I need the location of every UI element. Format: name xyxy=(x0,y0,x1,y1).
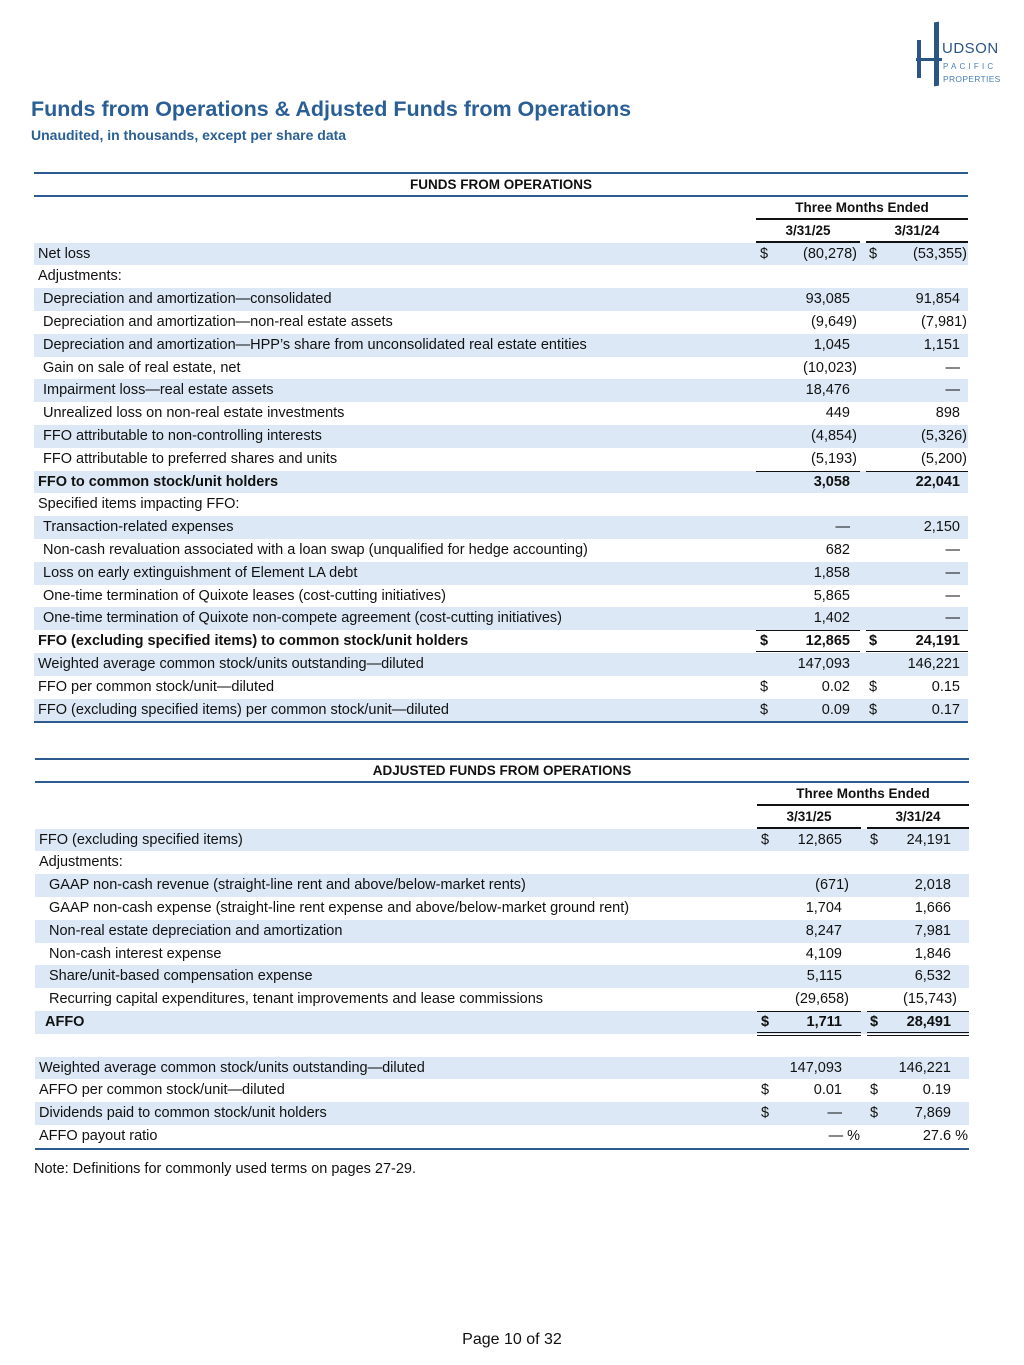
table-row xyxy=(34,288,968,311)
row-label: One-time termination of Quixote leases (cost-cutting initiatives) xyxy=(43,587,446,604)
currency-symbol: $ xyxy=(760,633,769,650)
table-row xyxy=(34,493,968,516)
row-label: Adjustments: xyxy=(39,854,123,871)
currency-symbol: $ xyxy=(761,831,770,848)
row-label: AFFO payout ratio xyxy=(39,1127,158,1144)
table-row-total xyxy=(34,630,968,653)
value-2024: — xyxy=(945,382,960,399)
value-2025: 0.01 xyxy=(813,1082,842,1099)
table-row xyxy=(34,334,968,357)
table-row-subtotal xyxy=(34,471,968,494)
value-2024: 24,191 xyxy=(915,633,960,650)
value-2025: 1,402 xyxy=(813,610,850,627)
row-label: Impairment loss—real estate assets xyxy=(43,382,274,399)
page-title: Funds from Operations & Adjusted Funds from Operations xyxy=(31,97,632,121)
value-2024: 7,981 xyxy=(914,922,951,939)
page-number: Page 10 of 32 xyxy=(462,1331,562,1348)
table-row-total xyxy=(35,1011,969,1034)
value-2024: (5,326) xyxy=(921,427,967,444)
value-2025: 93,085 xyxy=(805,291,850,308)
currency-symbol: $ xyxy=(870,831,879,848)
table-row xyxy=(35,874,969,897)
currency-symbol: $ xyxy=(869,701,878,718)
value-2024: 146,221 xyxy=(907,655,960,672)
value-2024: 0.19 xyxy=(922,1082,951,1099)
row-label: Adjustments: xyxy=(38,268,122,285)
value-2024: 0.15 xyxy=(931,678,960,695)
value-2024: — xyxy=(945,541,960,558)
affo-section-title: ADJUSTED FUNDS FROM OPERATIONS xyxy=(35,758,969,783)
value-2024: 2,150 xyxy=(923,519,960,536)
row-label: FFO (excluding specified items) per common stock/unit—diluted xyxy=(38,701,449,718)
table-row xyxy=(34,699,968,724)
value-2025: 5,115 xyxy=(806,968,842,985)
value-2025: 12,865 xyxy=(805,633,850,650)
logo-text-properties: PROPERTIES xyxy=(943,74,1001,84)
currency-symbol: $ xyxy=(760,701,769,718)
value-2024: 898 xyxy=(935,405,960,422)
table-row xyxy=(35,829,969,852)
table-row xyxy=(35,943,969,966)
value-2025: (5,193) xyxy=(811,450,857,467)
value-2025: 12,865 xyxy=(797,831,842,848)
value-2025: (9,649) xyxy=(811,313,857,330)
currency-symbol: $ xyxy=(761,1082,770,1099)
value-2025: — xyxy=(835,519,850,536)
value-2024: (15,743) xyxy=(902,991,957,1008)
row-label: Depreciation and amortization—non-real estate assets xyxy=(43,313,393,330)
value-2025: 0.09 xyxy=(821,701,850,718)
value-2025: 4,109 xyxy=(805,945,842,962)
value-2025: 1,858 xyxy=(813,564,850,581)
value-2024: — xyxy=(945,610,960,627)
row-label: Net loss xyxy=(38,245,91,262)
table-row xyxy=(34,379,968,402)
currency-symbol: $ xyxy=(761,1013,770,1030)
value-2025: 449 xyxy=(825,405,850,422)
value-2025: 147,093 xyxy=(789,1059,842,1076)
value-2024: 146,221 xyxy=(898,1059,951,1076)
value-2025: (671) xyxy=(815,877,849,894)
logo-text-pacific: PACIFIC xyxy=(943,62,997,71)
value-2024: (7,981) xyxy=(921,313,967,330)
ffo-col1-header: 3/31/25 xyxy=(756,220,860,243)
value-2024: 22,041 xyxy=(915,473,960,490)
row-label: Specified items impacting FFO: xyxy=(38,496,240,513)
row-label: Non-cash revaluation associated with a loan swap (unqualified for hedge accounting) xyxy=(43,541,588,558)
value-2025: 1,045 xyxy=(813,336,850,353)
row-label: FFO per common stock/unit—diluted xyxy=(38,678,275,695)
row-label: FFO (excluding specified items) to common stock/unit holders xyxy=(38,633,469,650)
ffo-period-header-row xyxy=(34,197,968,220)
table-row xyxy=(34,265,968,288)
currency-symbol: $ xyxy=(869,245,878,262)
table-row xyxy=(35,965,969,988)
table-row xyxy=(35,920,969,943)
row-label: FFO attributable to preferred shares and units xyxy=(43,450,338,467)
row-label: Transaction-related expenses xyxy=(43,519,234,536)
value-2025: 682 xyxy=(825,541,850,558)
value-2024: 1,666 xyxy=(914,899,951,916)
currency-symbol: $ xyxy=(870,1013,879,1030)
affo-period-header: Three Months Ended xyxy=(757,783,969,806)
table-row xyxy=(34,562,968,585)
logo-h-crossbar xyxy=(916,58,942,61)
table-row xyxy=(34,607,968,630)
table-row xyxy=(34,539,968,562)
table-row xyxy=(34,357,968,380)
value-2025: (29,658) xyxy=(794,991,849,1008)
table-row xyxy=(34,311,968,334)
table-row xyxy=(34,243,968,266)
row-label: AFFO per common stock/unit—diluted xyxy=(39,1082,285,1099)
table-row xyxy=(35,1057,969,1080)
logo-h-mark xyxy=(934,22,939,87)
row-label: Depreciation and amortization—HPP’s share from unconsolidated real estate entities xyxy=(43,336,587,353)
table-row xyxy=(35,1079,969,1102)
currency-symbol: $ xyxy=(869,678,878,695)
value-2024: 24,191 xyxy=(906,831,951,848)
ffo-date-header-row xyxy=(34,220,968,243)
table-row xyxy=(35,1125,969,1150)
table-row xyxy=(34,653,968,676)
value-2025: 18,476 xyxy=(805,382,850,399)
row-label: Non-cash interest expense xyxy=(49,945,222,962)
ffo-section-title: FUNDS FROM OPERATIONS xyxy=(34,172,968,197)
value-2024: 91,854 xyxy=(915,291,960,308)
currency-symbol: $ xyxy=(870,1105,879,1122)
affo-date-header-row xyxy=(35,806,969,829)
affo-table xyxy=(35,756,969,1150)
affo-col1-header: 3/31/25 xyxy=(757,806,861,829)
currency-symbol: $ xyxy=(760,678,769,695)
row-label: FFO to common stock/unit holders xyxy=(38,473,279,490)
table-row xyxy=(35,851,969,874)
row-label: Gain on sale of real estate, net xyxy=(43,359,241,376)
value-2025: — xyxy=(827,1105,842,1122)
row-label: FFO (excluding specified items) xyxy=(39,831,243,848)
row-label: FFO attributable to non-controlling interests xyxy=(43,427,322,444)
value-2024: 27.6 % xyxy=(922,1127,968,1144)
company-logo xyxy=(914,20,1004,88)
table-row xyxy=(34,516,968,539)
row-label: Unrealized loss on non-real estate investments xyxy=(43,405,345,422)
row-label: GAAP non-cash revenue (straight-line rent and above/below-market rents) xyxy=(49,877,526,894)
row-label: GAAP non-cash expense (straight-line rent expense and above/below-market ground rent) xyxy=(49,899,630,916)
value-2025: 0.02 xyxy=(821,678,850,695)
row-label: Weighted average common stock/units outstanding—diluted xyxy=(38,655,424,672)
value-2025: (4,854) xyxy=(811,427,857,444)
row-label: Recurring capital expenditures, tenant improvements and lease commissions xyxy=(49,991,544,1008)
page-subtitle: Unaudited, in thousands, except per share data xyxy=(31,127,347,143)
row-label: Weighted average common stock/units outstanding—diluted xyxy=(39,1059,425,1076)
currency-symbol: $ xyxy=(870,1082,879,1099)
table-row xyxy=(34,402,968,425)
row-label: Dividends paid to common stock/unit holders xyxy=(39,1105,327,1122)
value-2025: (10,023) xyxy=(802,359,857,376)
ffo-col2-header: 3/31/24 xyxy=(866,220,968,243)
row-label: One-time termination of Quixote non-compete agreement (cost-cutting initiatives) xyxy=(43,610,563,627)
value-2025: — % xyxy=(828,1127,860,1144)
value-2025: (80,278) xyxy=(802,245,857,262)
value-2025: 5,865 xyxy=(813,587,850,604)
spacer-row xyxy=(35,1034,969,1057)
value-2024: 6,532 xyxy=(914,968,951,985)
value-2024: 7,869 xyxy=(914,1105,951,1122)
row-label: AFFO xyxy=(45,1013,85,1030)
footnote: Note: Definitions for commonly used terms on pages 27-29. xyxy=(34,1161,417,1177)
value-2025: 1,704 xyxy=(805,899,842,916)
value-2024: 28,491 xyxy=(906,1013,951,1030)
value-2024: (5,200) xyxy=(921,450,967,467)
table-row xyxy=(35,1102,969,1125)
affo-period-header-row xyxy=(35,783,969,806)
table-row xyxy=(34,425,968,448)
table-row xyxy=(34,448,968,471)
table-row xyxy=(34,585,968,608)
row-label: Non-real estate depreciation and amortization xyxy=(49,922,343,939)
table-row xyxy=(35,988,969,1011)
value-2024: 0.17 xyxy=(931,701,960,718)
currency-symbol: $ xyxy=(869,633,878,650)
value-2024: — xyxy=(945,564,960,581)
value-2025: 147,093 xyxy=(797,655,850,672)
currency-symbol: $ xyxy=(760,245,769,262)
value-2024: — xyxy=(945,359,960,376)
ffo-table xyxy=(34,170,968,723)
affo-col2-header: 3/31/24 xyxy=(867,806,969,829)
row-label: Loss on early extinguishment of Element LA debt xyxy=(43,564,358,581)
value-2025: 1,711 xyxy=(806,1013,842,1030)
row-label: Depreciation and amortization—consolidated xyxy=(43,291,332,308)
row-label: Share/unit-based compensation expense xyxy=(49,968,313,985)
value-2024: 1,151 xyxy=(923,336,960,353)
table-row xyxy=(35,897,969,920)
currency-symbol: $ xyxy=(761,1105,770,1122)
value-2025: 8,247 xyxy=(805,922,842,939)
value-2025: 3,058 xyxy=(813,473,850,490)
value-2024: (53,355) xyxy=(912,245,967,262)
ffo-period-header: Three Months Ended xyxy=(756,197,968,220)
value-2024: 2,018 xyxy=(914,877,951,894)
table-row xyxy=(34,676,968,699)
value-2024: 1,846 xyxy=(914,945,951,962)
logo-text-hudson: UDSON xyxy=(942,40,999,57)
value-2024: — xyxy=(945,587,960,604)
